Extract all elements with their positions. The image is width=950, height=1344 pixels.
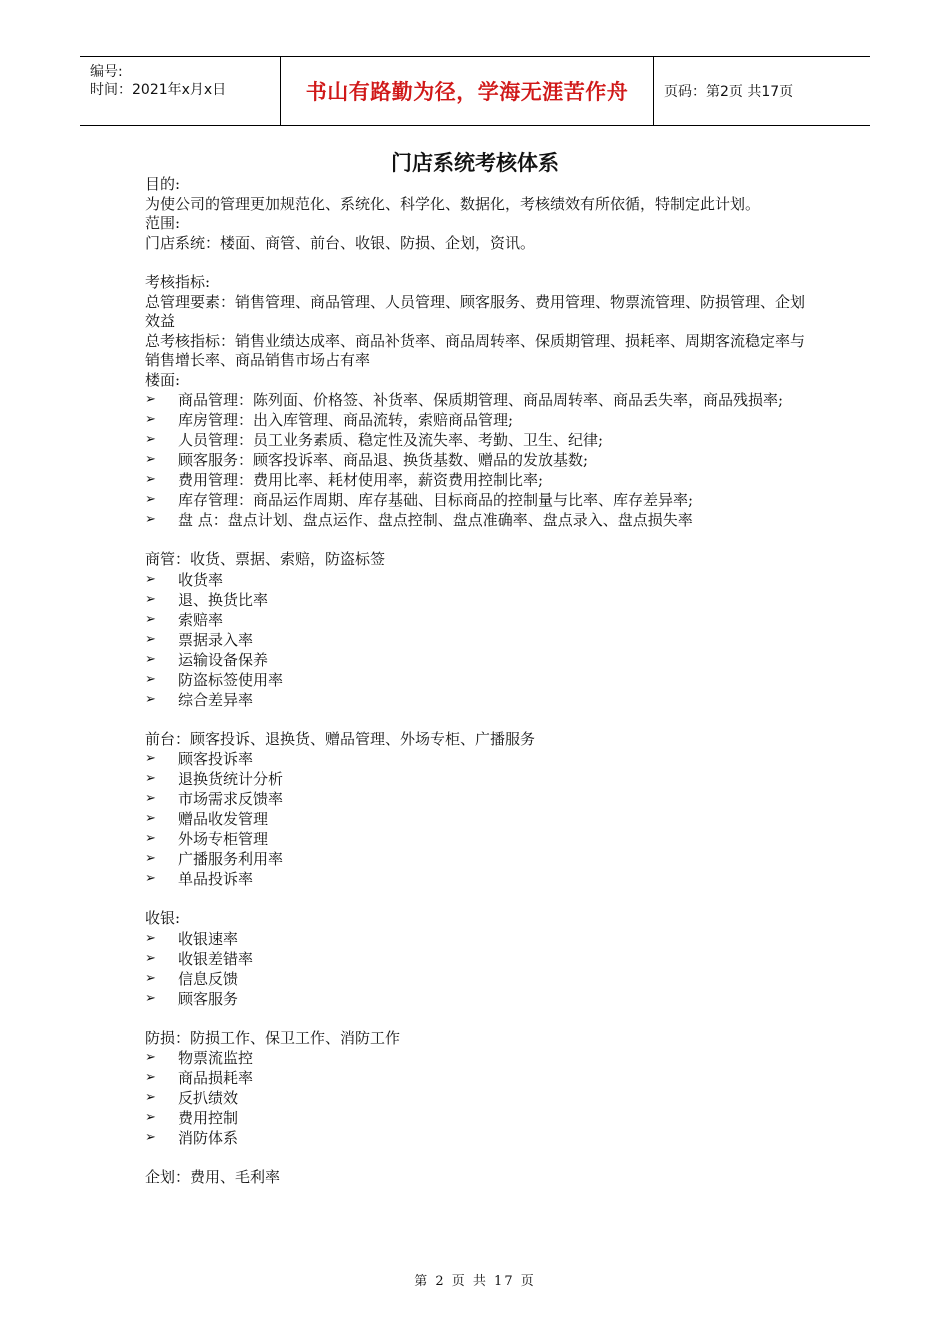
document-number-label: 编号: (90, 64, 123, 80)
list-item (145, 650, 810, 670)
arrow-bullet-icon: ➢ (145, 811, 156, 826)
footer-page-number: 第 2 页 共 17 页 (414, 1274, 536, 1289)
arrow-bullet-icon: ➢ (145, 990, 156, 1006)
arrow-bullet-icon: ➢ (145, 831, 156, 846)
arrow-bullet-icon: ➢ (145, 472, 156, 487)
list-item (145, 869, 810, 889)
list-item-text: 库房管理：出入库管理、商品流转，索赔商品管理; (178, 411, 514, 429)
scope-label: 范围: (145, 214, 181, 232)
list-item (145, 1068, 810, 1088)
list-item-text: 运输设备保养 (178, 650, 269, 669)
list-item (145, 949, 810, 969)
list-item (145, 969, 810, 989)
list-item-text: 顾客服务 (178, 989, 239, 1008)
list-item-text: 人员管理：员工业务素质、稳定性及流失率、考勤、卫生、纪律; (178, 431, 604, 449)
list-item-text: 反扒绩效 (178, 1089, 239, 1107)
list-item (145, 809, 810, 829)
list-item (145, 1088, 810, 1108)
arrow-bullet-icon: ➢ (145, 970, 156, 986)
list-item-text: 费用控制 (178, 1109, 239, 1127)
arrow-bullet-icon: ➢ (145, 691, 156, 707)
list-item (145, 789, 810, 809)
list-item-text: 市场需求反馈率 (178, 790, 284, 808)
arrow-bullet-icon: ➢ (145, 950, 156, 966)
arrow-bullet-icon: ➢ (145, 631, 156, 647)
list-item (145, 430, 810, 450)
list-item-text: 广播服务利用率 (178, 850, 284, 868)
list-item (145, 1108, 810, 1128)
header-page-info: 页码：第2页 共17页 (664, 84, 794, 100)
arrow-bullet-icon: ➢ (145, 851, 156, 866)
purpose-label: 目的: (145, 175, 181, 193)
arrow-bullet-icon: ➢ (145, 571, 156, 587)
list-item (145, 670, 810, 690)
document-body (145, 175, 810, 1188)
total-indicators: 总考核指标：销售业绩达成率、商品补货率、商品周转率、保质期管理、损耗率、周期客流稳定率与销售增长率、商品销售市场占有率 (145, 331, 806, 369)
list-item (145, 690, 810, 710)
arrow-bullet-icon: ➢ (145, 751, 156, 766)
list-item (145, 630, 810, 650)
loss-label: 防损：防损工作、保卫工作、消防工作 (145, 1028, 401, 1047)
floor-label: 楼面: (145, 370, 181, 389)
total-elements: 总管理要素：销售管理、商品管理、人员管理、顾客服务、费用管理、物票流管理、防损管理、企划效益 (145, 292, 806, 330)
list-item (145, 490, 810, 510)
list-item-text: 单品投诉率 (178, 870, 254, 888)
list-item-text: 退、换货比率 (178, 590, 269, 609)
arrow-bullet-icon: ➢ (145, 651, 156, 667)
page-footer (0, 1270, 950, 1289)
list-item-text: 费用管理：费用比率、耗材使用率，薪资费用控制比率; (178, 471, 544, 489)
list-item-text: 顾客服务：顾客投诉率、商品退、换货基数、赠品的发放基数; (178, 451, 589, 469)
arrow-bullet-icon: ➢ (145, 432, 156, 447)
merch-list (145, 570, 810, 710)
list-item (145, 450, 810, 470)
header-motto-cell (281, 57, 654, 125)
indicators-label: 考核指标: (145, 273, 211, 291)
arrow-bullet-icon: ➢ (145, 452, 156, 467)
arrow-bullet-icon: ➢ (145, 591, 156, 607)
list-item (145, 769, 810, 789)
cashier-label: 收银: (145, 909, 181, 927)
arrow-bullet-icon: ➢ (145, 392, 156, 407)
list-item-text: 顾客投诉率 (178, 750, 254, 768)
purpose-text: 为使公司的管理更加规范化、系统化、科学化、数据化，考核绩效有所依循，特制定此计划。 (145, 194, 761, 213)
header-page-cell (654, 57, 870, 125)
arrow-bullet-icon: ➢ (145, 412, 156, 427)
list-item-text: 外场专柜管理 (178, 830, 269, 848)
arrow-bullet-icon: ➢ (145, 930, 156, 946)
list-item (145, 989, 810, 1009)
scope-text: 门店系统：楼面、商管、前台、收银、防损、企划，资讯。 (145, 233, 536, 252)
arrow-bullet-icon: ➢ (145, 1050, 156, 1065)
arrow-bullet-icon: ➢ (145, 611, 156, 627)
planning-label: 企划：费用、毛利率 (145, 1168, 281, 1186)
front-label: 前台：顾客投诉、退换货、赠品管理、外场专柜、广播服务 (145, 729, 536, 748)
merch-label: 商管：收货、票据、索赔，防盗标签 (145, 550, 386, 568)
list-item-text: 赠品收发管理 (178, 810, 269, 828)
list-item (145, 470, 810, 490)
list-item-text: 物票流监控 (178, 1049, 254, 1067)
arrow-bullet-icon: ➢ (145, 771, 156, 786)
list-item-text: 索赔率 (178, 610, 224, 629)
front-list (145, 749, 810, 889)
document-title: 门店系统考核体系 (391, 151, 559, 175)
arrow-bullet-icon: ➢ (145, 1090, 156, 1105)
list-item (145, 510, 810, 530)
list-item (145, 929, 810, 949)
list-item-text: 收货率 (178, 570, 224, 589)
loss-list (145, 1048, 810, 1148)
list-item-text: 综合差异率 (178, 690, 254, 709)
list-item (145, 749, 810, 769)
list-item-text: 库存管理：商品运作周期、库存基础、目标商品的控制量与比率、库存差异率; (178, 491, 694, 509)
list-item (145, 410, 810, 430)
list-item-text: 收银差错率 (178, 949, 254, 968)
header-meta-cell (80, 57, 281, 125)
arrow-bullet-icon: ➢ (145, 1130, 156, 1145)
list-item-text: 消防体系 (178, 1129, 239, 1147)
arrow-bullet-icon: ➢ (145, 791, 156, 806)
arrow-bullet-icon: ➢ (145, 1110, 156, 1125)
list-item-text: 票据录入率 (178, 630, 254, 649)
list-item-text: 商品管理：陈列面、价格签、补货率、保质期管理、商品周转率、商品丢失率，商品残损率; (178, 391, 784, 409)
list-item (145, 829, 810, 849)
arrow-bullet-icon: ➢ (145, 871, 156, 886)
arrow-bullet-icon: ➢ (145, 492, 156, 507)
arrow-bullet-icon: ➢ (145, 671, 156, 687)
list-item-text: 退换货统计分析 (178, 770, 284, 788)
header-motto: 书山有路勤为径，学海无涯苦作舟 (305, 80, 629, 104)
list-item-text: 收银速率 (178, 929, 239, 948)
arrow-bullet-icon: ➢ (145, 1070, 156, 1085)
list-item (145, 390, 810, 410)
list-item-text: 防盗标签使用率 (178, 670, 284, 689)
list-item (145, 1048, 810, 1068)
cashier-list (145, 929, 810, 1009)
list-item (145, 1128, 810, 1148)
list-item (145, 849, 810, 869)
list-item-text: 商品损耗率 (178, 1069, 254, 1087)
list-item (145, 590, 810, 610)
document-time-label: 时间：2021年x月x日 (90, 82, 227, 98)
page-header (80, 56, 870, 126)
list-item-text: 信息反馈 (178, 969, 239, 988)
floor-list (145, 390, 810, 530)
list-item (145, 610, 810, 630)
list-item-text: 盘 点：盘点计划、盘点运作、盘点控制、盘点准确率、盘点录入、盘点损失率 (178, 511, 693, 529)
list-item (145, 570, 810, 590)
arrow-bullet-icon: ➢ (145, 512, 156, 527)
